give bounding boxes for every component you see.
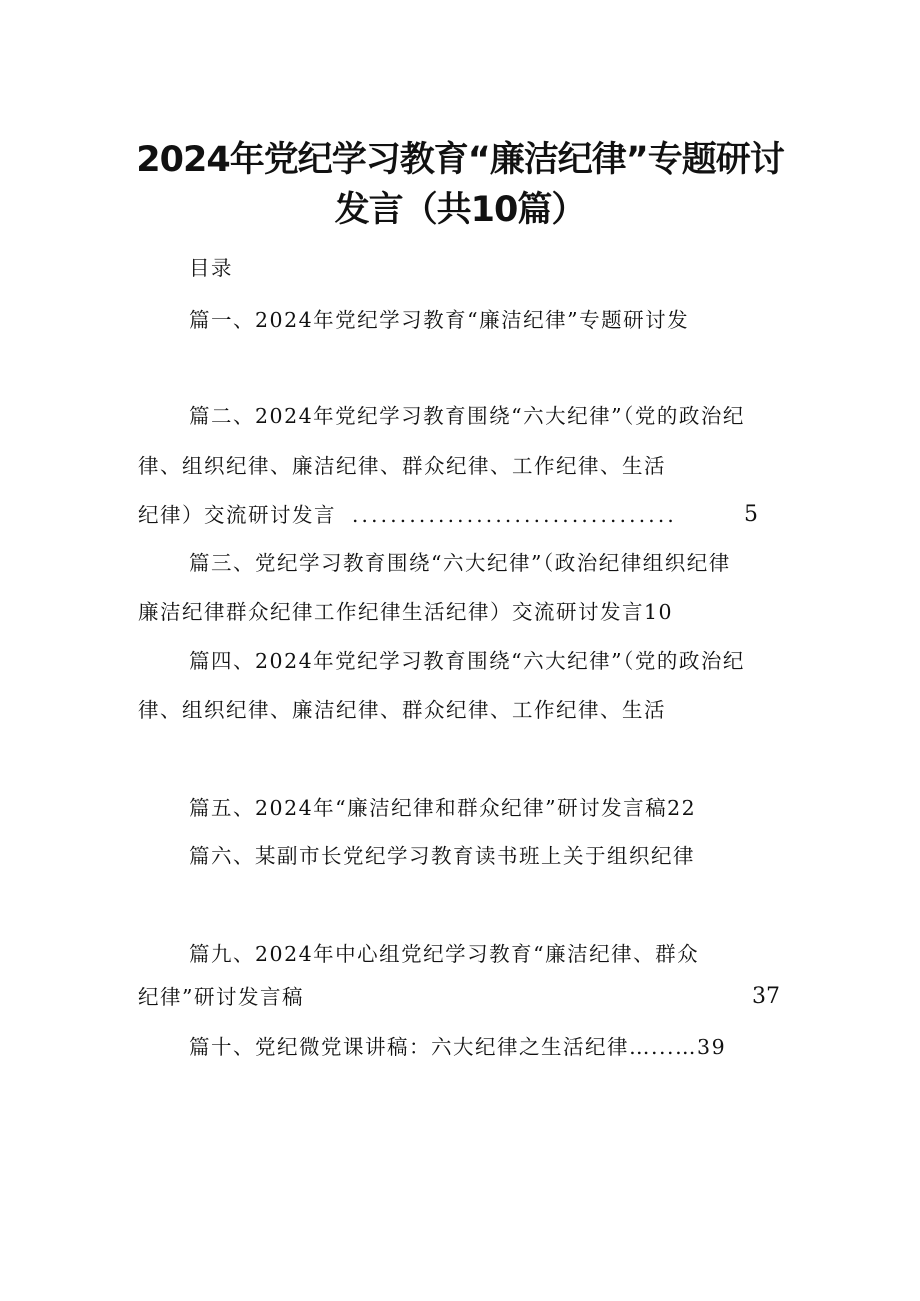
toc-entry-2-line2: 律、组织纪律、廉洁纪律、群众纪律、工作纪律、生活 [138,454,666,478]
toc-heading: 目录 [189,256,233,280]
toc-entry-6-line1: 篇六、某副市长党纪学习教育读书班上关于组织纪律 [189,844,695,868]
toc-entry-10-line1: 篇十、党纪微党课讲稿：六大纪律之生活纪律…...…39 [189,1035,727,1059]
toc-entry-2-page: 5 [744,502,758,527]
toc-entry-2-line1: 篇二、2024年党纪学习教育围绕“六大纪律”（党的政治纪 [189,404,745,428]
toc-entry-2-line3: 纪律）交流研讨发言 [138,503,336,527]
document-title-line2: 发言（共10篇） [334,190,586,230]
toc-entry-3-line1: 篇三、党纪学习教育围绕“六大纪律”（政治纪律组织纪律 [189,551,731,575]
toc-entry-5-line1: 篇五、2024年“廉洁纪律和群众纪律”研讨发言稿22 [189,796,697,820]
toc-entry-9-page: 37 [752,984,780,1009]
toc-entry-2-leader-dots: .................................. [352,503,677,527]
toc-entry-4-line2: 律、组织纪律、廉洁纪律、群众纪律、工作纪律、生活 [138,698,666,722]
toc-entry-4-line1: 篇四、2024年党纪学习教育围绕“六大纪律”（党的政治纪 [189,649,745,673]
toc-entry-9-line2: 纪律”研讨发言稿 [138,985,304,1009]
document-title-line1: 2024年党纪学习教育“廉洁纪律”专题研讨 [136,140,784,180]
toc-entry-3-line2: 廉洁纪律群众纪律工作纪律生活纪律）交流研讨发言10 [138,600,674,624]
toc-entry-1-line1: 篇一、2024年党纪学习教育“廉洁纪律”专题研讨发 [189,308,690,332]
toc-entry-9-line1: 篇九、2024年中心组党纪学习教育“廉洁纪律、群众 [189,942,700,966]
